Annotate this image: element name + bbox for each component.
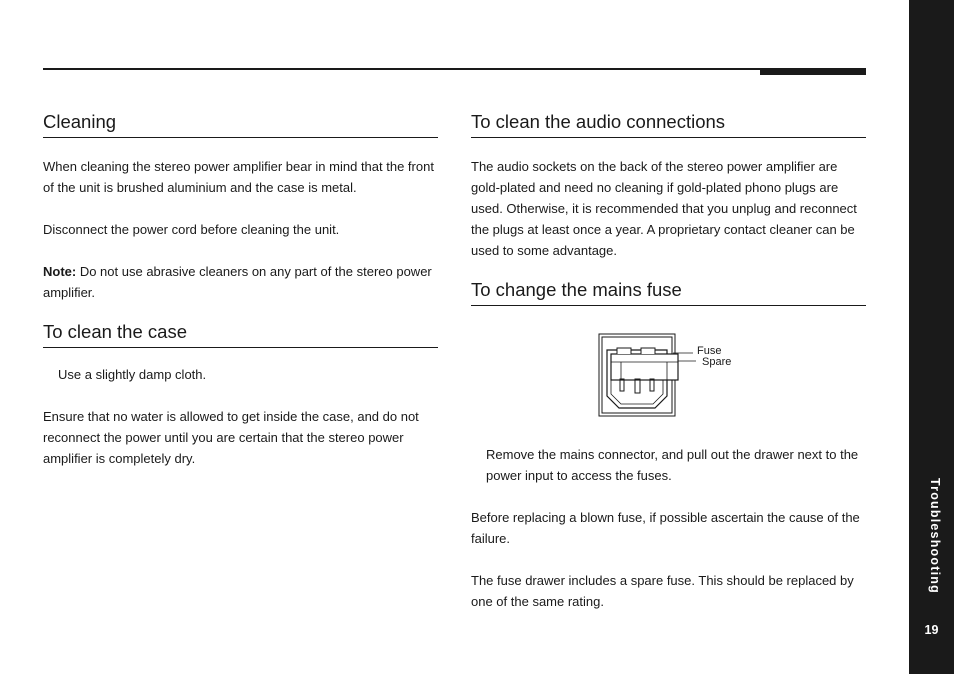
fuse-label: Fuse bbox=[697, 345, 722, 357]
sidebar-section-title: Troubleshooting bbox=[928, 478, 942, 594]
note-paragraph bbox=[43, 261, 438, 303]
right-column bbox=[471, 111, 866, 612]
fuse-drawer-figure bbox=[471, 326, 866, 426]
clean-case-heading: To clean the case bbox=[43, 321, 438, 348]
header-rule bbox=[43, 68, 866, 70]
cleaning-paragraph-2: Disconnect the power cord before cleaning the unit. bbox=[43, 222, 340, 237]
cleaning-paragraph-1: When cleaning the stereo power amplifier bear in mind that the front of the unit is brushed aluminium and the case is metal. bbox=[43, 159, 434, 195]
mains-fuse-paragraph-2: Before replacing a blown fuse, if possible ascertain the cause of the failure. bbox=[471, 510, 860, 546]
mains-fuse-heading: To change the mains fuse bbox=[471, 279, 866, 306]
clean-case-paragraph: Ensure that no water is allowed to get inside the case, and do not reconnect the power until you are certain that the stereo power amplifier is completely dry. bbox=[43, 409, 419, 466]
audio-connections-paragraph: The audio sockets on the back of the stereo power amplifier are gold-plated and need no cleaning if gold-plated phono plugs are used. Otherwise, it is recommended that you unplug and reconnect the plugs at least once a year. A proprietary contact cleaner can be used to some advantage. bbox=[471, 159, 857, 258]
mains-fuse-step: Remove the mains connector, and pull out the drawer next to the power input to access the fuses. bbox=[486, 447, 859, 483]
page-number: 19 bbox=[924, 623, 939, 637]
header-rule-tab bbox=[760, 68, 866, 75]
clean-case-step: Use a slightly damp cloth. bbox=[58, 367, 207, 382]
mains-fuse-paragraph-3: The fuse drawer includes a spare fuse. This should be replaced by one of the same rating. bbox=[471, 573, 854, 609]
spare-label: Spare bbox=[702, 356, 732, 368]
left-column bbox=[43, 111, 438, 469]
note-label: Note: bbox=[43, 264, 77, 279]
cleaning-heading: Cleaning bbox=[43, 111, 438, 138]
fuse-drawer-diagram bbox=[471, 326, 866, 426]
audio-connections-heading: To clean the audio connections bbox=[471, 111, 866, 138]
note-text: Do not use abrasive cleaners on any part of the stereo power amplifier. bbox=[43, 264, 432, 300]
